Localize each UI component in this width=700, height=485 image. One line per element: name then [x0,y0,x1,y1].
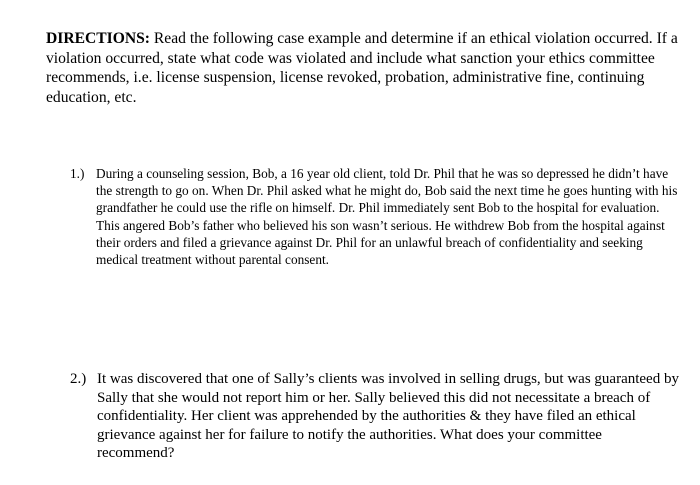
case-number-2: 2.) [70,371,87,387]
directions-text: Read the following case example and determine if an ethical violation occurred. If a violation occurred, state what code was violated and include what sanction your ethics committee recommends, i.e. license suspension, license revoked, probation, administrative fine, continuing education, etc. [46,30,678,106]
case-item-2 [70,370,682,463]
case-number-1: 1.) [70,166,85,181]
case-item-1 [70,165,682,268]
directions-label: DIRECTIONS: [46,30,150,47]
case-text-1: During a counseling session, Bob, a 16 year old client, told Dr. Phil that he was so depressed he didn’t have the strength to go on. When Dr. Phil asked what he might do, Bob said the next time he goes hunting with his grandfather he could use the rifle on himself. Dr. Phil immediately sent Bob to the hospital for evaluation. This angered Bob’s father who believed his son wasn’t serious. He withdrew Bob from the hospital against their orders and filed a grievance against Dr. Phil for an unlawful breach of confidentiality and seeking medical treatment without parental consent. [96,166,678,268]
case-text-2: It was discovered that one of Sally’s clients was involved in selling drugs, but was guaranteed by Sally that she would not report him or her. Sally believed this did not necessitate a breach of confidentiality. Her client was apprehended by the authorities & they have filed an ethical grievance against her for failure to notify the authorities. What does your committee recommend? [97,371,679,462]
directions-paragraph [46,29,686,107]
